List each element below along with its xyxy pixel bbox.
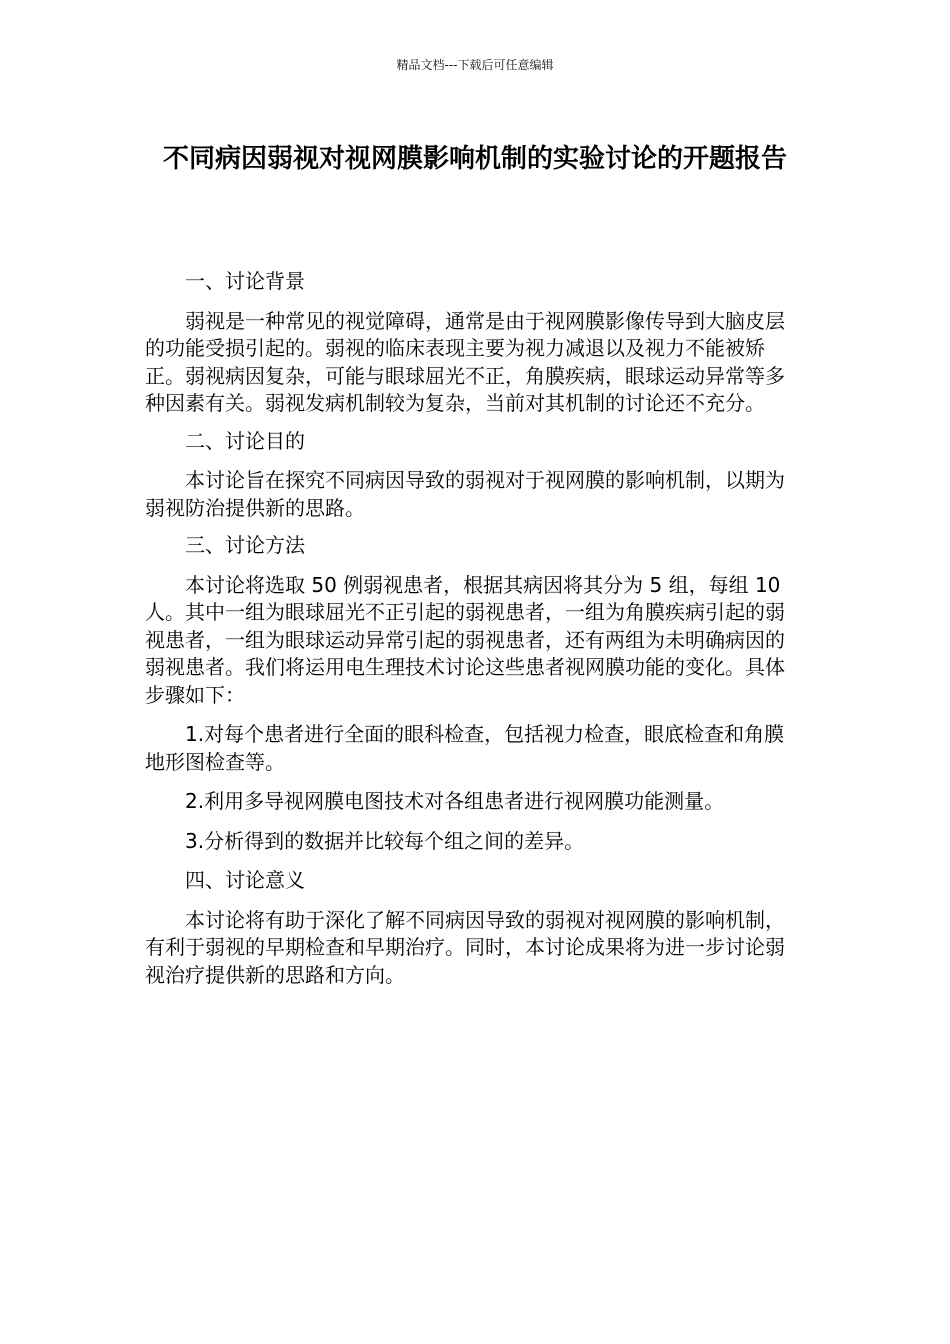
section-heading-methods: 三、讨论方法 — [185, 533, 305, 557]
paragraph-step-1: 1.对每个患者进行全面的眼科检查，包括视力检查，眼底检查和角膜地形图检查等。 — [145, 722, 785, 774]
paragraph-methods: 本讨论将选取 50 例弱视患者，根据其病因将其分为 5 组，每组 10 人。其中一组为眼球屈光不正引起的弱视患者，一组为角膜疾病引起的弱视患者，一组为眼球运动异常引起的弱视患者，还有两组为未明确病因的弱视患者。我们将运用电生理技术讨论这些患者视网膜功能的变化。具体步骤如下： — [145, 572, 785, 707]
paragraph-step-3: 3.分析得到的数据并比较每个组之间的差异。 — [185, 828, 585, 853]
section-heading-significance: 四、讨论意义 — [185, 868, 305, 892]
document-title: 不同病因弱视对视网膜影响机制的实验讨论的开题报告 — [162, 144, 787, 174]
paragraph-step-2: 2.利用多导视网膜电图技术对各组患者进行视网膜功能测量。 — [185, 789, 725, 813]
paragraph-background: 弱视是一种常见的视觉障碍，通常是由于视网膜影像传导到大脑皮层的功能受损引起的。弱视的临床表现主要为视力减退以及视力不能被矫正。弱视病因复杂，可能与眼球屈光不正，角膜疾病，眼球运动异常等多种因素有关。弱视发病机制较为复杂，当前对其机制的讨论还不充分。 — [145, 308, 785, 415]
section-heading-background: 一、讨论背景 — [185, 269, 305, 293]
paragraph-purpose: 本讨论旨在探究不同病因导致的弱视对于视网膜的影响机制，以期为弱视防治提供新的思路。 — [145, 468, 785, 520]
document-body — [145, 268, 800, 989]
section-heading-purpose: 二、讨论目的 — [185, 428, 305, 453]
header-note: 精品文档---下载后可任意编辑 — [396, 58, 554, 72]
paragraph-significance: 本讨论将有助于深化了解不同病因导致的弱视对视网膜的影响机制，有利于弱视的早期检查和早期治疗。同时，本讨论成果将为进一步讨论弱视治疗提供新的思路和方向。 — [145, 907, 785, 987]
